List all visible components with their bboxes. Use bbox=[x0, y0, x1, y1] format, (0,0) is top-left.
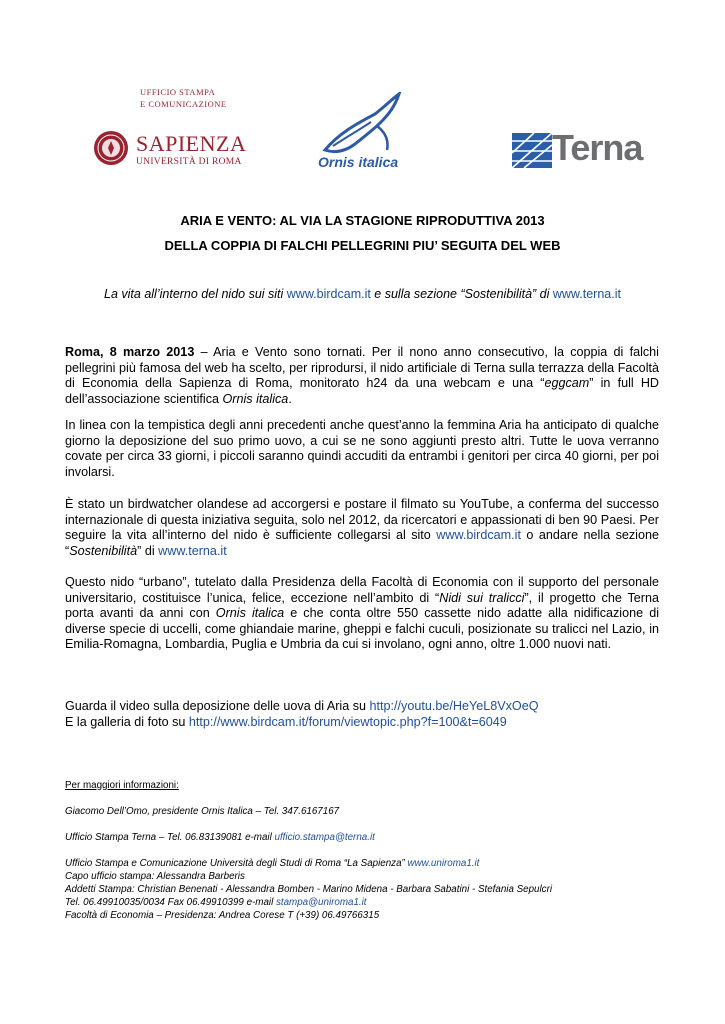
paragraph-3 bbox=[65, 497, 659, 559]
office-line-1: UFFICIO STAMPA bbox=[140, 87, 216, 97]
info-tel-text: Tel. 06.49910035/0034 Fax 06.49910399 e-mail bbox=[65, 897, 276, 908]
gallery-link[interactable]: http://www.birdcam.it/forum/viewtopic.php?f=100&t=6049 bbox=[188, 715, 507, 729]
dateline: Roma, 8 marzo 2013 bbox=[65, 345, 195, 359]
subtitle-text-1: La vita all’interno del nido sui siti bbox=[104, 287, 287, 301]
p3-terna-link[interactable]: www.terna.it bbox=[158, 543, 227, 558]
p4-text-2: ”, il progetto che Terna porta avanti da anni con bbox=[65, 590, 660, 621]
info-facolta: Facoltà di Economia – Presidenza: Andrea Corese T (+39) 06.49766315 bbox=[65, 910, 380, 921]
terna-grid-icon bbox=[512, 133, 552, 168]
info-terna bbox=[65, 831, 665, 844]
p1-text-2: ” in full HD dell’associazione scientifica bbox=[65, 376, 660, 406]
headline-line-2: DELLA COPPIA DI FALCHI PELLEGRINI PIU’ SEGUITA DEL WEB bbox=[164, 238, 561, 253]
terna-link[interactable]: www.terna.it bbox=[552, 287, 621, 301]
sapienza-office-label bbox=[140, 86, 227, 110]
ornis-logo-text: Ornis italica bbox=[318, 154, 399, 170]
p3-text-2: o andare nella sezione “ bbox=[65, 528, 659, 558]
youtube-link[interactable]: http://youtu.be/HeYeL8VxOeQ bbox=[369, 699, 539, 713]
p1-text: – Aria e Vento sono tornati. Per il nono anno consecutivo, la coppia di falchi pellegrini più famosa del web ha scelto, per riprodursi, il nido artificiale di Terna sulla terrazza della Facoltà di Economia della Sapienza di Roma, monitorato h24 da una webcam e una “ bbox=[65, 345, 659, 391]
info-heading-text: Per maggiori informazioni: bbox=[65, 780, 179, 791]
info-capo: Capo ufficio stampa: Alessandra Barberis bbox=[65, 871, 245, 882]
paragraph-1 bbox=[65, 345, 659, 407]
p1-eggcam: eggcam bbox=[544, 376, 590, 391]
info-uni-text: Ufficio Stampa e Comunicazione Università degli Studi di Roma “La Sapienza” bbox=[65, 858, 408, 869]
gallery-text: E la galleria di foto su bbox=[65, 715, 189, 729]
info-uni bbox=[65, 857, 665, 870]
p3-sostenibilita: Sostenibilità bbox=[69, 543, 138, 558]
terna-email-link[interactable]: ufficio.stampa@terna.it bbox=[274, 832, 375, 843]
uniroma-email-link[interactable]: stampa@uniroma1.it bbox=[275, 897, 367, 908]
info-terna-text: Ufficio Stampa Terna – Tel. 06.83139081 e-mail bbox=[65, 832, 275, 843]
p3-text-3: ” di bbox=[137, 543, 159, 558]
info-omo: Giacomo Dell’Omo, presidente Ornis Italica – Tel. 347.6167167 bbox=[65, 806, 340, 817]
p4-text: Questo nido “urbano”, tutelato dalla Presidenza della Facoltà di Economia con il supporto del personale universitario, costituisce l’unica, felice, eccezione nell’ambito di “ bbox=[65, 575, 659, 605]
subtitle bbox=[0, 287, 725, 301]
p4-nidi: Nidi sui tralicci bbox=[439, 590, 525, 605]
p1-ornis: Ornis italica bbox=[222, 391, 289, 406]
info-tel bbox=[65, 896, 665, 909]
terna-logo-text: Terna bbox=[552, 127, 643, 168]
info-addetti: Addetti Stampa: Christian Benenati - Alessandra Bomben - Marino Midena - Barbara Sabatini - Stefania Sepulcri bbox=[65, 884, 553, 895]
video-text: Guarda il video sulla deposizione delle uova di Aria su bbox=[65, 699, 370, 713]
sapienza-seal-icon bbox=[93, 130, 129, 166]
sapienza-logo bbox=[136, 133, 246, 167]
uniroma-link[interactable]: www.uniroma1.it bbox=[407, 858, 480, 869]
paragraph-2: In linea con la tempistica degli anni precedenti anche quest’anno la femmina Aria ha anticipato di qualche giorno la deposizione del suo primo uovo, a cui se ne sono aggiunti presto altri. Tutte le uova verranno covate per circa 33 giorni, i piccoli saranno quindi accuditi da entrambi i genitori per circa 40 giorni, per poi involarsi. bbox=[65, 418, 659, 479]
paragraph-4 bbox=[65, 575, 659, 653]
info-heading bbox=[65, 779, 665, 792]
p3-birdcam-link[interactable]: www.birdcam.it bbox=[436, 528, 521, 543]
gallery-line bbox=[65, 715, 659, 731]
office-line-2: E COMUNICAZIONE bbox=[140, 99, 227, 109]
subtitle-text-2: e sulla sezione “Sostenibilità” di bbox=[370, 287, 553, 301]
p4-text-3: e che conta oltre 550 cassette nido adatte alla nidificazione di diverse specie di uccelli, come ghiandaie marine, gheppi e falchi cuculi, posizionate su tralicci nel Lazio, in Emilia-Romagna, Lombardia, Puglia e Umbria da cui si involano, ogni anno, oltre 1.000 nuovi nati. bbox=[65, 606, 659, 652]
p1-end: . bbox=[288, 391, 292, 406]
p3-text: È stato un birdwatcher olandese ad accorgersi e postare il filmato su YouTube, a conferma del successo internazionale di questa iniziativa seguita, solo nel 2012, da ricercatori e appassionati di ben 90 Paesi. Per seguire la vita all’interno del nido è sufficiente collegarsi al sito bbox=[65, 497, 659, 543]
video-line bbox=[65, 699, 659, 715]
headline-line-1: ARIA E VENTO: AL VIA LA STAGIONE RIPRODUTTIVA 2013 bbox=[180, 213, 545, 228]
p4-ornis: Ornis italica bbox=[215, 606, 285, 621]
sapienza-university: UNIVERSITÀ DI ROMA bbox=[136, 157, 242, 167]
birdcam-link[interactable]: www.birdcam.it bbox=[286, 287, 371, 301]
sapienza-name: SAPIENZA bbox=[136, 131, 247, 156]
